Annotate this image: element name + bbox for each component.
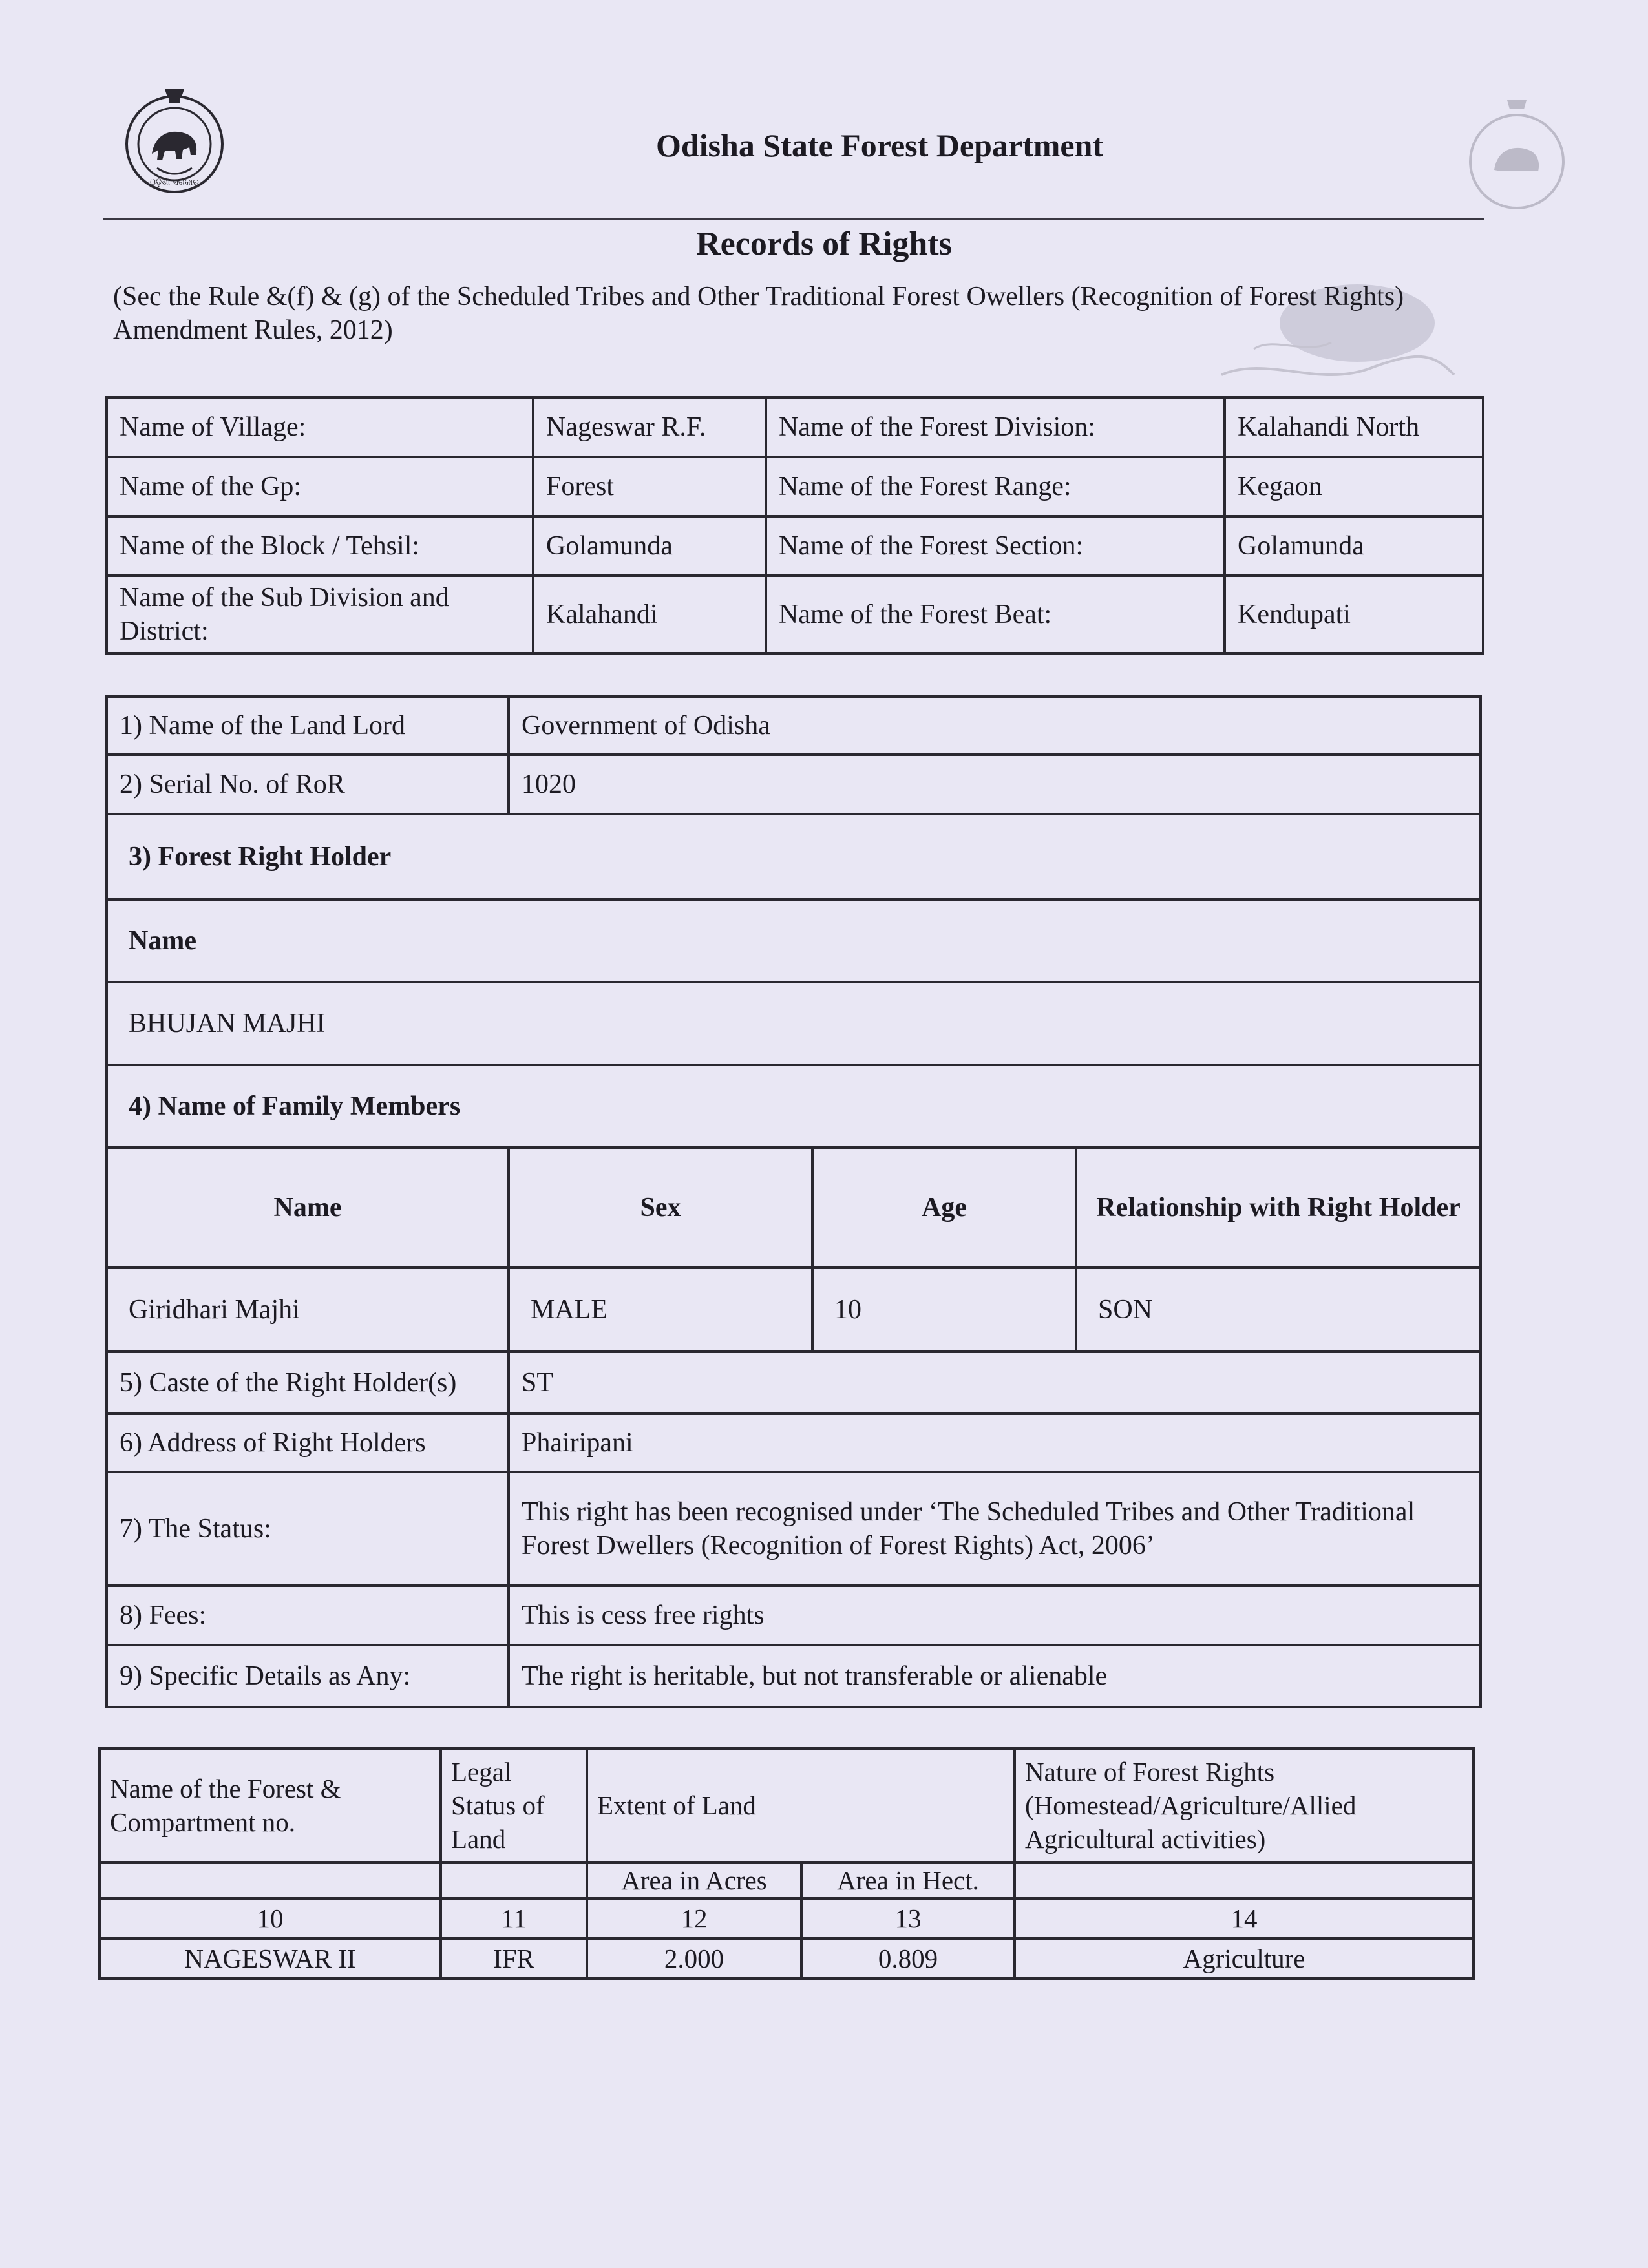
serial-value: 1020 (509, 755, 1481, 814)
serial-label: 2) Serial No. of RoR (107, 755, 509, 814)
header-divider (103, 218, 1484, 220)
area-acres-value: 2.000 (587, 1938, 801, 1979)
empty-cell (1015, 1862, 1474, 1898)
forest-compartment-header: Name of the Forest & Compartment no. (100, 1748, 441, 1862)
page-subtitle: (Sec the Rule &(f) & (g) of the Scheduled Tribes and Other Traditional Forest Owellers (Recognition of Forest Rights) Amendment Rules, 2012) (113, 282, 1404, 345)
land-data-row (100, 1938, 1474, 1979)
area-hect-header: Area in Hect. (801, 1862, 1015, 1898)
table-row (107, 1352, 1481, 1414)
subdivision-value: Kalahandi (533, 576, 766, 653)
caste-label: 5) Caste of the Right Holder(s) (107, 1352, 509, 1414)
nature-value: Agriculture (1015, 1938, 1474, 1979)
gp-label: Name of the Gp: (107, 457, 533, 516)
emblem-text: ଓଡ଼ିଶା ସରକାର (149, 178, 200, 187)
legal-status-value: IFR (441, 1938, 587, 1979)
section-label: Name of the Forest Section: (766, 516, 1225, 576)
area-hect-value: 0.809 (801, 1938, 1015, 1979)
section-value: Golamunda (1225, 516, 1483, 576)
beat-label: Name of the Forest Beat: (766, 576, 1225, 653)
land-table (98, 1747, 1475, 1980)
holder-heading: 3) Forest Right Holder (107, 814, 1481, 899)
family-member-relationship: SON (1076, 1268, 1481, 1352)
family-col-relationship: Relationship with Right Holder (1076, 1148, 1481, 1268)
table-row (107, 1586, 1481, 1645)
nature-header: Nature of Forest Rights (Homestead/Agriculture/Allied Agricultural activities) (1015, 1748, 1474, 1862)
family-heading: 4) Name of Family Members (107, 1065, 1481, 1148)
state-emblem-icon (120, 83, 229, 199)
col-number: 11 (441, 1898, 587, 1938)
holder-name-value: BHUJAN MAJHI (107, 982, 1481, 1065)
subdivision-label: Name of the Sub Division and District: (107, 576, 533, 653)
table-row (107, 516, 1483, 576)
land-subheader-row (100, 1862, 1474, 1898)
table-row (107, 899, 1481, 982)
col-number: 14 (1015, 1898, 1474, 1938)
holder-name-label: Name (107, 899, 1481, 982)
family-member-age: 10 (812, 1268, 1076, 1352)
status-label: 7) The Status: (107, 1472, 509, 1586)
legal-status-header: Legal Status of Land (441, 1748, 587, 1862)
village-label: Name of Village: (107, 397, 533, 457)
block-value: Golamunda (533, 516, 766, 576)
table-row (107, 1065, 1481, 1148)
table-row (107, 576, 1483, 653)
col-number: 12 (587, 1898, 801, 1938)
village-value: Nageswar R.F. (533, 397, 766, 457)
land-header-row (100, 1748, 1474, 1862)
table-row (107, 1414, 1481, 1472)
address-label: 6) Address of Right Holders (107, 1414, 509, 1472)
status-value (509, 1472, 1481, 1586)
family-member-row (107, 1268, 1481, 1352)
family-col-sex: Sex (509, 1148, 812, 1268)
page-title: Records of Rights (696, 226, 952, 262)
family-member-name: Giridhari Majhi (107, 1268, 509, 1352)
family-col-name: Name (107, 1148, 509, 1268)
fees-label: 8) Fees: (107, 1586, 509, 1645)
department-heading: Odisha State Forest Department (656, 127, 1104, 163)
forest-name-value: NAGESWAR II (100, 1938, 441, 1979)
gp-value: Forest (533, 457, 766, 516)
division-value: Kalahandi North (1225, 397, 1483, 457)
division-label: Name of the Forest Division: (766, 397, 1225, 457)
caste-value: ST (509, 1352, 1481, 1414)
empty-cell (100, 1862, 441, 1898)
extent-header: Extent of Land (587, 1748, 1015, 1862)
range-label: Name of the Forest Range: (766, 457, 1225, 516)
status-line-2: Forest Dwellers (Recognition of Forest Rights) Act, 2006’ (522, 1531, 1155, 1560)
table-row (107, 457, 1483, 516)
record-table (105, 695, 1482, 1708)
beat-value: Kendupati (1225, 576, 1483, 653)
table-row (107, 697, 1481, 755)
col-number: 10 (100, 1898, 441, 1938)
block-label: Name of the Block / Tehsil: (107, 516, 533, 576)
table-row (107, 1645, 1481, 1707)
status-line-1: This right has been recognised under ‘The Scheduled Tribes and Other Traditional (522, 1497, 1415, 1527)
family-col-age: Age (812, 1148, 1076, 1268)
col-number: 13 (801, 1898, 1015, 1938)
address-value: Phairipani (509, 1414, 1481, 1472)
location-table (105, 396, 1484, 655)
empty-cell (441, 1862, 587, 1898)
area-acres-header: Area in Acres (587, 1862, 801, 1898)
table-row (107, 755, 1481, 814)
landlord-label: 1) Name of the Land Lord (107, 697, 509, 755)
range-value: Kegaon (1225, 457, 1483, 516)
table-row (107, 1472, 1481, 1586)
table-row (107, 982, 1481, 1065)
family-member-sex: MALE (509, 1268, 812, 1352)
land-column-number-row (100, 1898, 1474, 1938)
family-header-row (107, 1148, 1481, 1268)
fees-value: This is cess free rights (509, 1586, 1481, 1645)
details-value: The right is heritable, but not transferable or alienable (509, 1645, 1481, 1707)
table-row (107, 814, 1481, 899)
details-label: 9) Specific Details as Any: (107, 1645, 509, 1707)
table-row (107, 397, 1483, 457)
bleedthrough-emblem-icon (1462, 94, 1572, 223)
landlord-value: Government of Odisha (509, 697, 1481, 755)
